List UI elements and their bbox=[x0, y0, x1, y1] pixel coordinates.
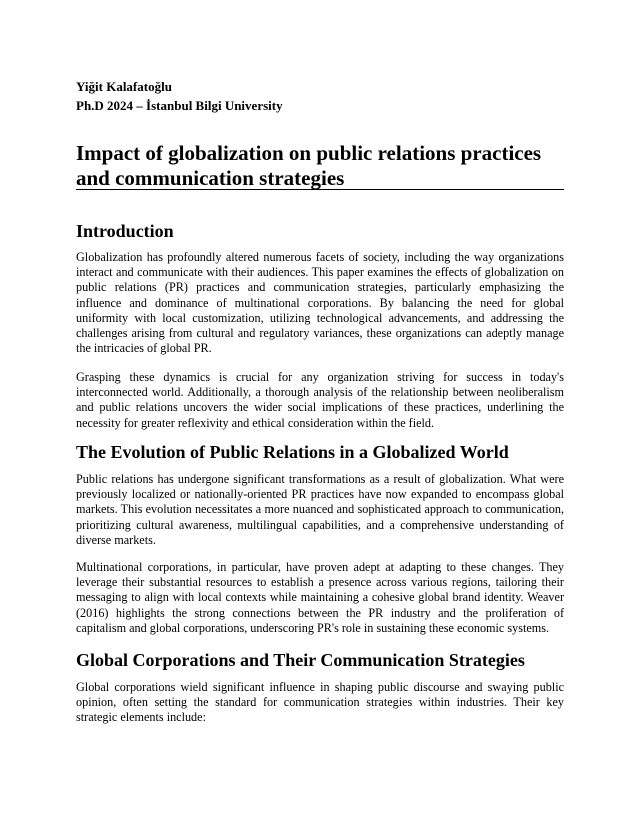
paragraph: Global corporations wield significant influence in shaping public discourse and swaying public opinion, often setting the standard for communication strategies within industries. Their key strategic elements include: bbox=[76, 680, 564, 725]
section-heading-evolution: The Evolution of Public Relations in a Globalized World bbox=[76, 442, 509, 462]
section-heading-introduction: Introduction bbox=[76, 221, 174, 241]
paper-title: Impact of globalization on public relations practices and communication strategies bbox=[76, 141, 564, 190]
author-name: Yiğit Kalafatoğlu bbox=[76, 79, 172, 94]
paragraph: Grasping these dynamics is crucial for any organization striving for success in today's interconnected world. Additionally, a thorough analysis of the relationship between neoliberalism and public relations uncovers the wider social implications of these practices, underlining the necessity for greater reflexivity and ethical consideration within the field. bbox=[76, 370, 564, 430]
section-heading-global-corporations: Global Corporations and Their Communication Strategies bbox=[76, 650, 525, 670]
paragraph: Public relations has undergone significant transformations as a result of globalization. What were previously localized or nationally-oriented PR practices have now expanded to encompass global markets. This evolution necessitates a more nuanced and sophisticated approach to communication, prioritizing cultural awareness, multilingual capabilities, and a comprehensive understanding of diverse markets. bbox=[76, 472, 564, 547]
paragraph: Globalization has profoundly altered numerous facets of society, including the way organizations interact and communicate with their audiences. This paper examines the effects of globalization on public relations (PR) practices and communication strategies, particularly emphasizing the influence and dominance of multinational corporations. By balancing the need for global uniformity with local customization, utilizing technological advancements, and addressing the challenges arising from cultural and regulatory variances, these organizations can adeptly manage the intricacies of global PR. bbox=[76, 250, 564, 356]
paragraph: Multinational corporations, in particular, have proven adept at adapting to these changes. They leverage their substantial resources to establish a presence across various regions, tailoring their messaging to align with local contexts while maintaining a cohesive global brand identity. Weaver (2016) highlights the strong connections between the PR industry and the proliferation of capitalism and global corporations, underscoring PR's role in sustaining these economic systems. bbox=[76, 560, 564, 635]
author-affiliation: Ph.D 2024 – İstanbul Bilgi University bbox=[76, 98, 283, 113]
